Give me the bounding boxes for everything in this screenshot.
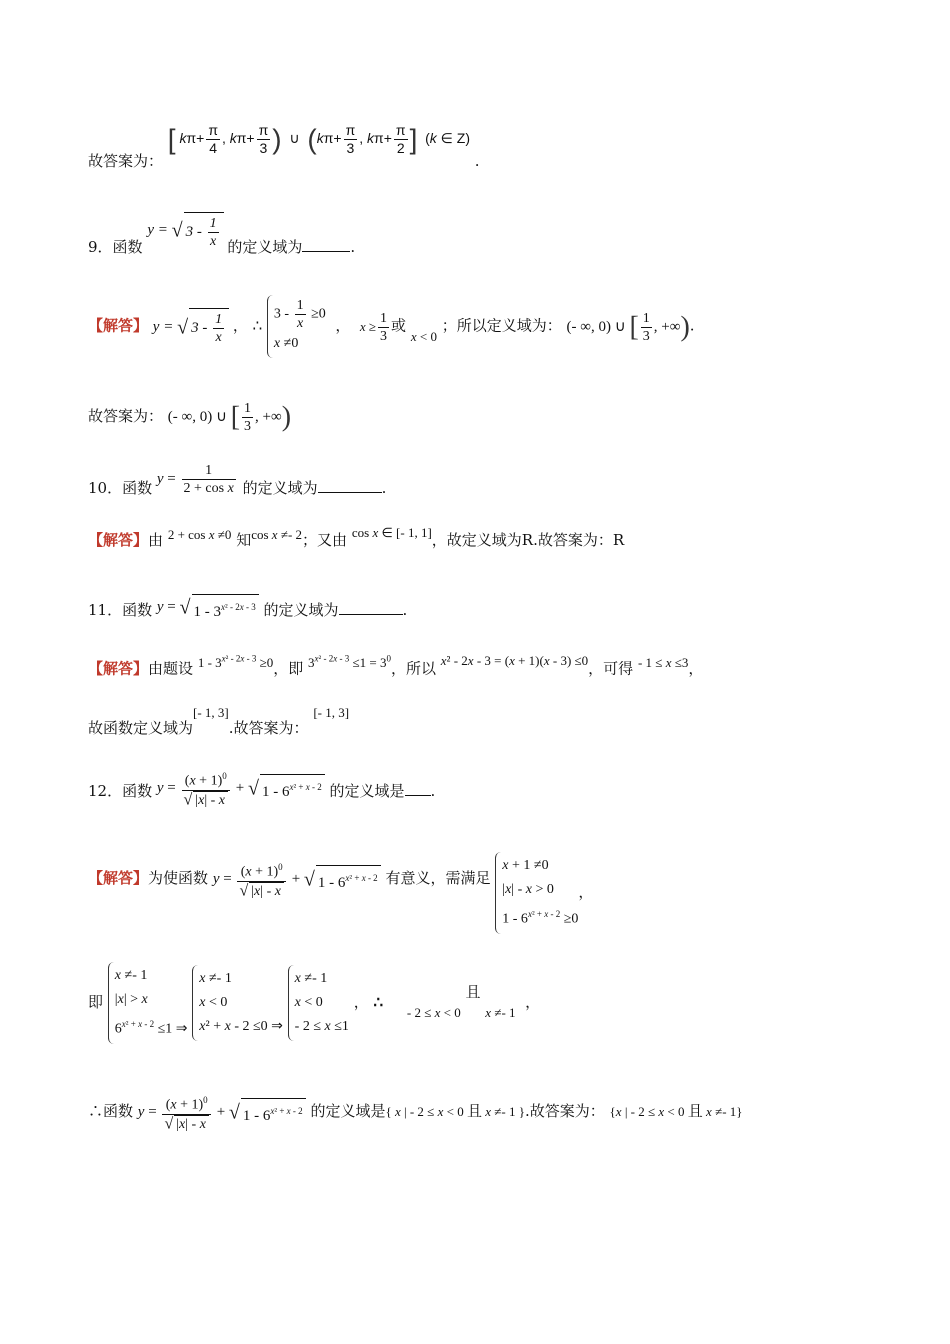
sol12-system-3: x ≠- 1 x < 0 x² + x - 2 ≤0 ⇒ xyxy=(192,965,283,1041)
sol9-cond1: x ≥ $\frac{1}{3}$ xyxy=(359,311,388,345)
sol9-cond2: x < 0 xyxy=(410,328,437,344)
q9-formula: y = √ 3 - $\frac{1}{x}$ xyxy=(147,222,227,238)
sol9-formula: y = √ 3 - $\frac{1}{x}$ xyxy=(153,319,233,335)
q12-blank xyxy=(405,781,431,796)
q12-formula: y = $\frac{(x + 1)^0}{√ |x| - x}$ + √ $1 - 6^{x^2 + x - 2}$ xyxy=(157,780,325,796)
sol12-tag: 【解答】 xyxy=(88,868,149,887)
solution-9: 【解答】 y = √ 3 - $\frac{1}{x}$ ， ∴ 3 - $\frac{1}{x}$ ≥0 x ≠0 ， x ≥ $\frac{1}{3}$ 或 x < 0 ；所以定义域为： (- ∞, 0) ∪ [ $\frac{1}{3}$ , +∞). xyxy=(88,295,695,358)
sol10-expr2: cos x ≠- 2 xyxy=(251,527,303,542)
q9-number: 9．函数 xyxy=(88,238,143,257)
answer8-prefix: 故答案为： xyxy=(88,151,164,170)
q10-blank xyxy=(318,478,382,493)
sol10-expr3: cos x ∈ [- 1, 1] xyxy=(351,525,432,540)
sol12-answer: {x | - 2 ≤ x < 0 xyxy=(609,1103,688,1119)
question-11: 11．函数 y = √ $1 - 3^{x^2 - 2x - 3}$ 的定义域为 . xyxy=(88,594,407,622)
sol9-answer-prefix: 故答案为： xyxy=(88,406,164,425)
sol12-conc-formula: y = $\frac{(x + 1)^0}{√ |x| - x}$ + √ $1 - 6^{x^2 + x - 2}$ xyxy=(138,1104,306,1120)
sol11-expr4: - 1 ≤ x ≤3 xyxy=(637,655,689,671)
sol12-system-4: x ≠- 1 x < 0 - 2 ≤ x ≤1 xyxy=(288,965,349,1041)
solution-12: 【解答】为使函数 y = $\frac{(x + 1)^0}{√ |x| - x}$ + √ $1 - 6^{x^2 + x - 2}$ 有意义，需满足 x + 1 ≠0 |x| - x > 0 $1 - 6^{x^2 + x - 2} \ge 0$ ， xyxy=(88,852,593,934)
q11-blank xyxy=(339,600,403,615)
question-12: 12．函数 y = $\frac{(x + 1)^0}{√ |x| - x}$ + √ $1 - 6^{x^2 + x - 2}$ 的定义域是 . xyxy=(88,768,435,809)
q10-suffix: 的定义域为 xyxy=(242,478,318,497)
sol12-range: - 2 ≤ x < 0 xyxy=(406,1004,461,1020)
question-10: 10．函数 y = $\frac{1}{\text{2 + cos x}}$ 的定义域为 . xyxy=(88,463,387,497)
sol9-system: 3 - $\frac{1}{x}$ ≥0 x ≠0 xyxy=(267,295,326,358)
solution-12-systems: 即 x ≠- 1 |x| > x $6^{x^2 + x - 2} \le 1$ ⇒ x ≠- 1 x < 0 x² + x - 2 ≤0 ⇒ x ≠- 1 x < 0 - 2 ≤ x ≤1 ， ∴ - 2 ≤ x < 0 且 x ≠- 1 ， xyxy=(88,962,540,1044)
sol11-expr2: $3^{x^2 - 2x - 3} \le 1 = 3^0$ xyxy=(308,654,391,671)
q9-blank xyxy=(302,237,350,252)
solution-10: 【解答】由 2 + cos x ≠0 知cos x ≠- 2；又由 cos x ∈ [- 1, 1]，故定义域为R.故答案为：R xyxy=(88,525,625,549)
sol11-answer: [- 1, 3] xyxy=(313,705,350,720)
q11-number: 11．函数 xyxy=(88,601,153,620)
q11-formula: y = √ $1 - 3^{x^2 - 2x - 3}$ xyxy=(157,599,259,615)
solution-12-conclusion: ∴函数 y = $\frac{(x + 1)^0}{√ |x| - x}$ + √ $1 - 6^{x^2 + x - 2}$ 的定义域是{ x | - 2 ≤ x < 0 且 x ≠- 1 }.故答案为： {x | - 2 ≤ x < 0 且 x ≠- 1} xyxy=(88,1092,743,1133)
solution-11: 【解答】由题设 $1 - 3^{x^2 - 2x - 3} \ge 0$，即 $3^{x^2 - 2x - 3} \le 1 = 3^0$，所以 x² - 2x - 3 = (x + 1)(x - 3) ≤0，可得 - 1 ≤ x ≤3， xyxy=(88,653,704,678)
answer8-expression: [ kπ+ $\frac{\pi}{4}$ , kπ+ $\frac{\pi}{3}$ ) ∪ (kπ+ $\frac{\pi}{3}$ , kπ+ $\frac{\pi}{2}$ ] (k ∈ Z) xyxy=(167,122,470,156)
sol12-system-2: x ≠- 1 |x| > x $6^{x^2 + x - 2} \le 1$ ⇒ xyxy=(108,962,188,1044)
sol9-answer-value: (- ∞, 0) ∪ [ $\frac{1}{3}$ , +∞) xyxy=(167,401,292,434)
q11-suffix: 的定义域为 xyxy=(263,601,339,620)
q9-suffix: 的定义域为 xyxy=(227,238,303,257)
sol10-tag: 【解答】 xyxy=(88,531,149,549)
sol9-tag: 【解答】 xyxy=(88,316,149,335)
sol11-domain: [- 1, 3] xyxy=(193,705,229,720)
sol12-formula: y = $\frac{(x + 1)^0}{√ |x| - x}$ + √ $1 - 6^{x^2 + x - 2}$ xyxy=(213,871,381,887)
sol12-exclude: x ≠- 1 xyxy=(485,1004,516,1020)
answer8-line: 故答案为： [ kπ+ $\frac{\pi}{4}$ , kπ+ $\frac{\pi}{3}$ ) ∪ (kπ+ $\frac{\pi}{3}$ , kπ+ $\frac{\pi}{2}$ ] (k ∈ Z) . xyxy=(88,122,480,170)
question-9: 9．函数 y = √ 3 - $\frac{1}{x}$ 的定义域为 . xyxy=(88,212,355,250)
sol10-expr1: 2 + cos x ≠0 xyxy=(167,527,232,542)
sol11-tag: 【解答】 xyxy=(88,659,149,678)
q10-formula: y = $\frac{1}{\text{2 + cos x}}$ xyxy=(156,463,234,496)
q12-suffix: 的定义域是 xyxy=(329,781,405,800)
sol12-domain: { x | - 2 ≤ x < 0 xyxy=(385,1103,467,1119)
sol11-expr3: x² - 2x - 3 = (x + 1)(x - 3) ≤0 xyxy=(440,653,589,669)
sol9-domain: (- ∞, 0) ∪ [ $\frac{1}{3}$ , +∞) xyxy=(566,310,690,344)
sol11-expr1: $1 - 3^{x^2 - 2x - 3} \ge 0$ xyxy=(197,654,274,671)
sol12-system: x + 1 ≠0 |x| - x > 0 $1 - 6^{x^2 + x - 2} \ge 0$ xyxy=(495,852,578,934)
answer-9 xyxy=(88,400,291,435)
q12-number: 12．函数 xyxy=(88,781,153,800)
solution-11-line2: 故函数定义域为[- 1, 3].故答案为： [- 1, 3] xyxy=(88,705,350,737)
q10-number: 10．函数 xyxy=(88,478,153,497)
